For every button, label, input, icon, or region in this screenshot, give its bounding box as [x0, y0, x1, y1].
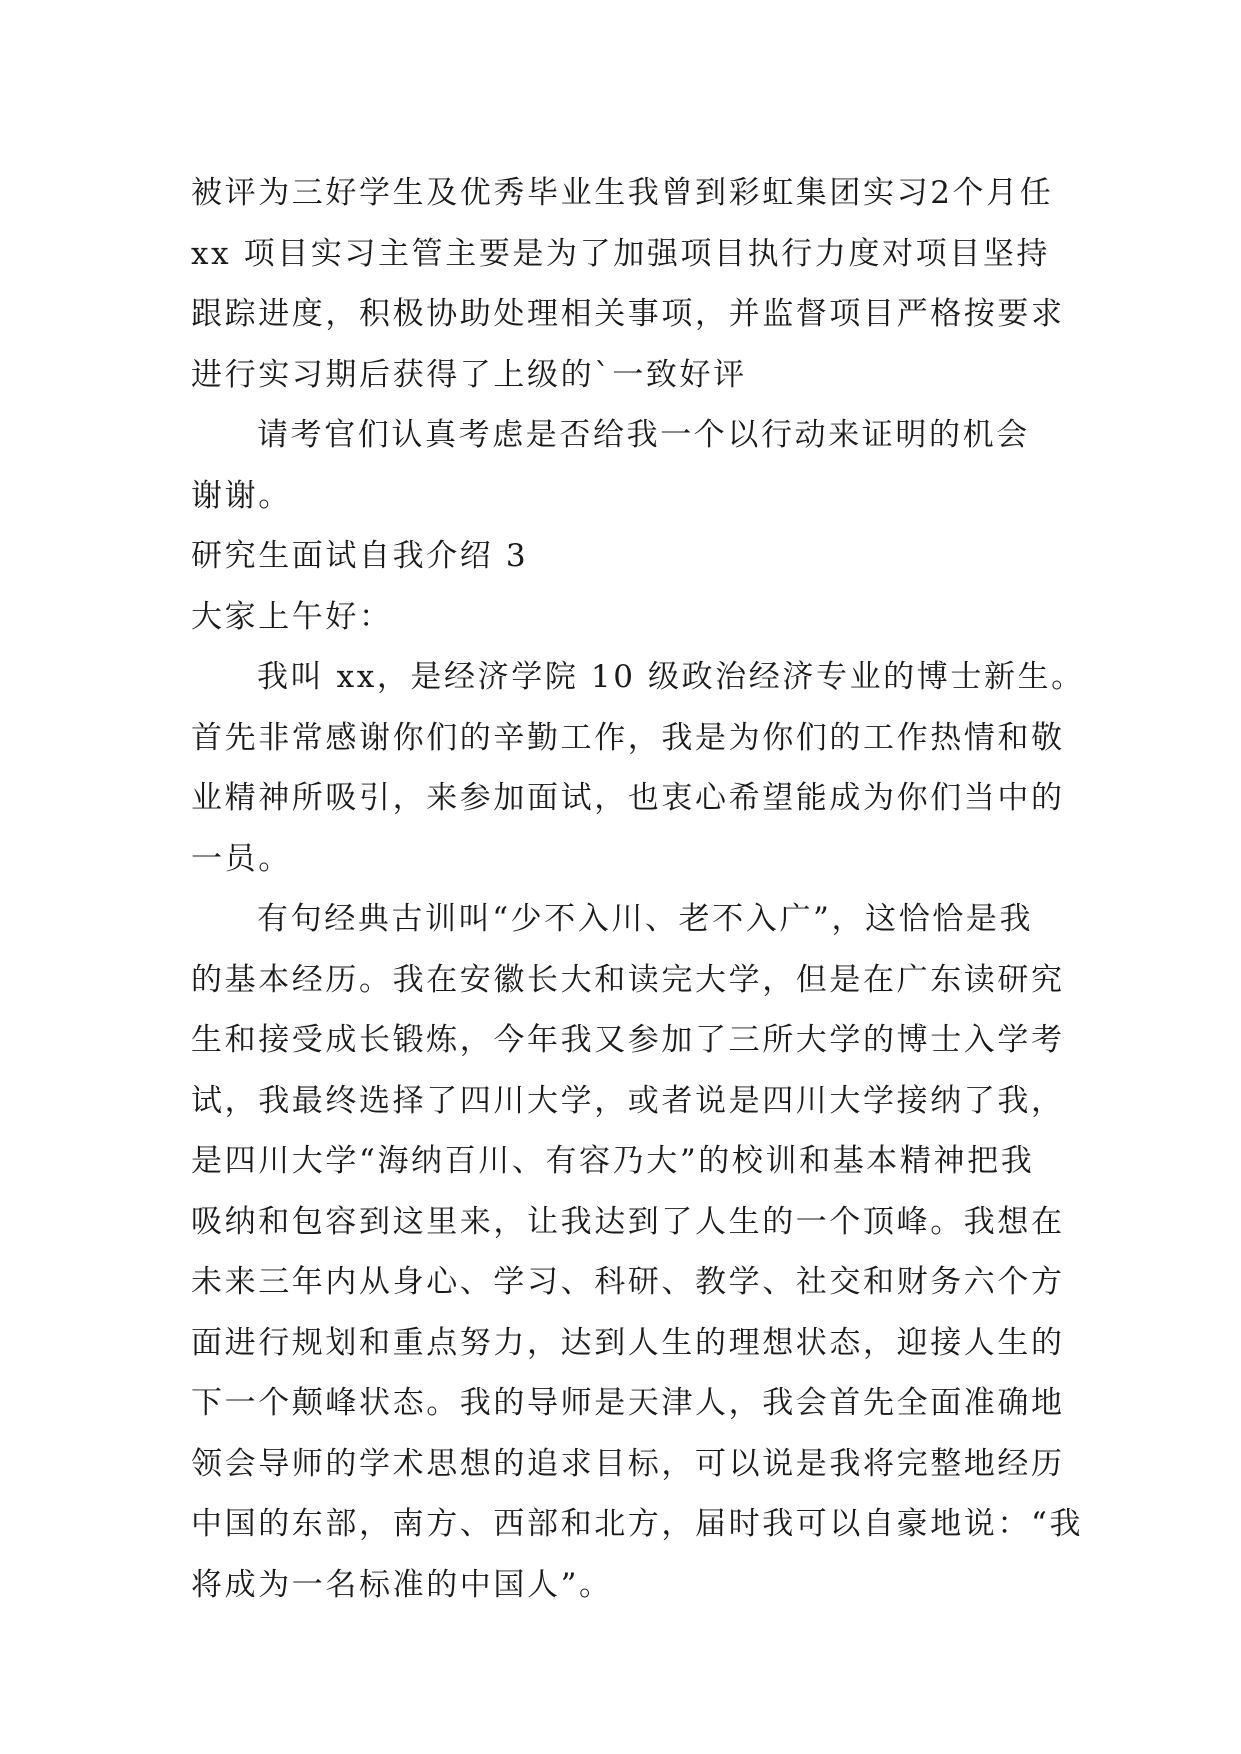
text-line: 中国的东部，南方、西部和北方，届时我可以自豪地说：“我: [191, 1506, 1084, 1542]
text-line: 业精神所吸引，来参加面试，也衷心希望能成为你们当中的: [191, 780, 1065, 816]
text-line: 将成为一名标准的中国人”。: [191, 1566, 613, 1603]
text-line: 未来三年内从身心、学习、科研、教学、社交和财务六个方: [191, 1264, 1065, 1300]
text-line: xx 项目实习主管主要是为了加强项目执行力度对项目坚持: [191, 235, 1051, 272]
text-line: 试，我最终选择了四川大学，或者说是四川大学接纳了我，: [191, 1082, 1065, 1119]
text-line: 的基本经历。我在安徽长大和读完大学，但是在广东读研究: [191, 961, 1065, 998]
text-line: 进行实习期后获得了上级的`一致好评: [191, 356, 747, 393]
text-line: 首先非常感谢你们的辛勤工作，我是为你们的工作热情和敬: [191, 719, 1065, 756]
text-line: 是四川大学“海纳百川、有容乃大”的校训和基本精神把我: [191, 1143, 1035, 1179]
section-heading: 研究生面试自我介绍 3: [191, 538, 529, 574]
paragraph-first-line: 我叫 xx，是经济学院 10 级政治经济专业的博士新生。: [257, 659, 1085, 695]
text-line: 被评为三好学生及优秀毕业生我曾到彩虹集团实习2个月任: [191, 175, 1054, 211]
text-line: 谢谢。: [191, 477, 292, 514]
greeting: 大家上午好：: [191, 598, 393, 635]
text-line: 跟踪进度，积极协助处理相关事项，并监督项目严格按要求: [191, 296, 1065, 332]
text-line: 领会导师的学术思想的追求目标，可以说是我将完整地经历: [191, 1445, 1065, 1482]
paragraph-first-line: 有句经典古训叫“少不入川、老不入广”，这恰恰是我: [257, 901, 1034, 937]
paragraph-first-line: 请考官们认真考虑是否给我一个以行动来证明的机会: [257, 417, 1030, 453]
text-line: 下一个颠峰状态。我的导师是天津人，我会首先全面准确地: [191, 1385, 1065, 1421]
text-line: 吸纳和包容到这里来，让我达到了人生的一个顶峰。我想在: [191, 1203, 1065, 1240]
text-line: 一员。: [191, 840, 292, 877]
document-body: [191, 163, 1085, 1615]
text-line: 生和接受成长锻炼，今年我又参加了三所大学的博士入学考: [191, 1022, 1065, 1058]
text-line: 面进行规划和重点努力，达到人生的理想状态，迎接人生的: [191, 1324, 1065, 1361]
